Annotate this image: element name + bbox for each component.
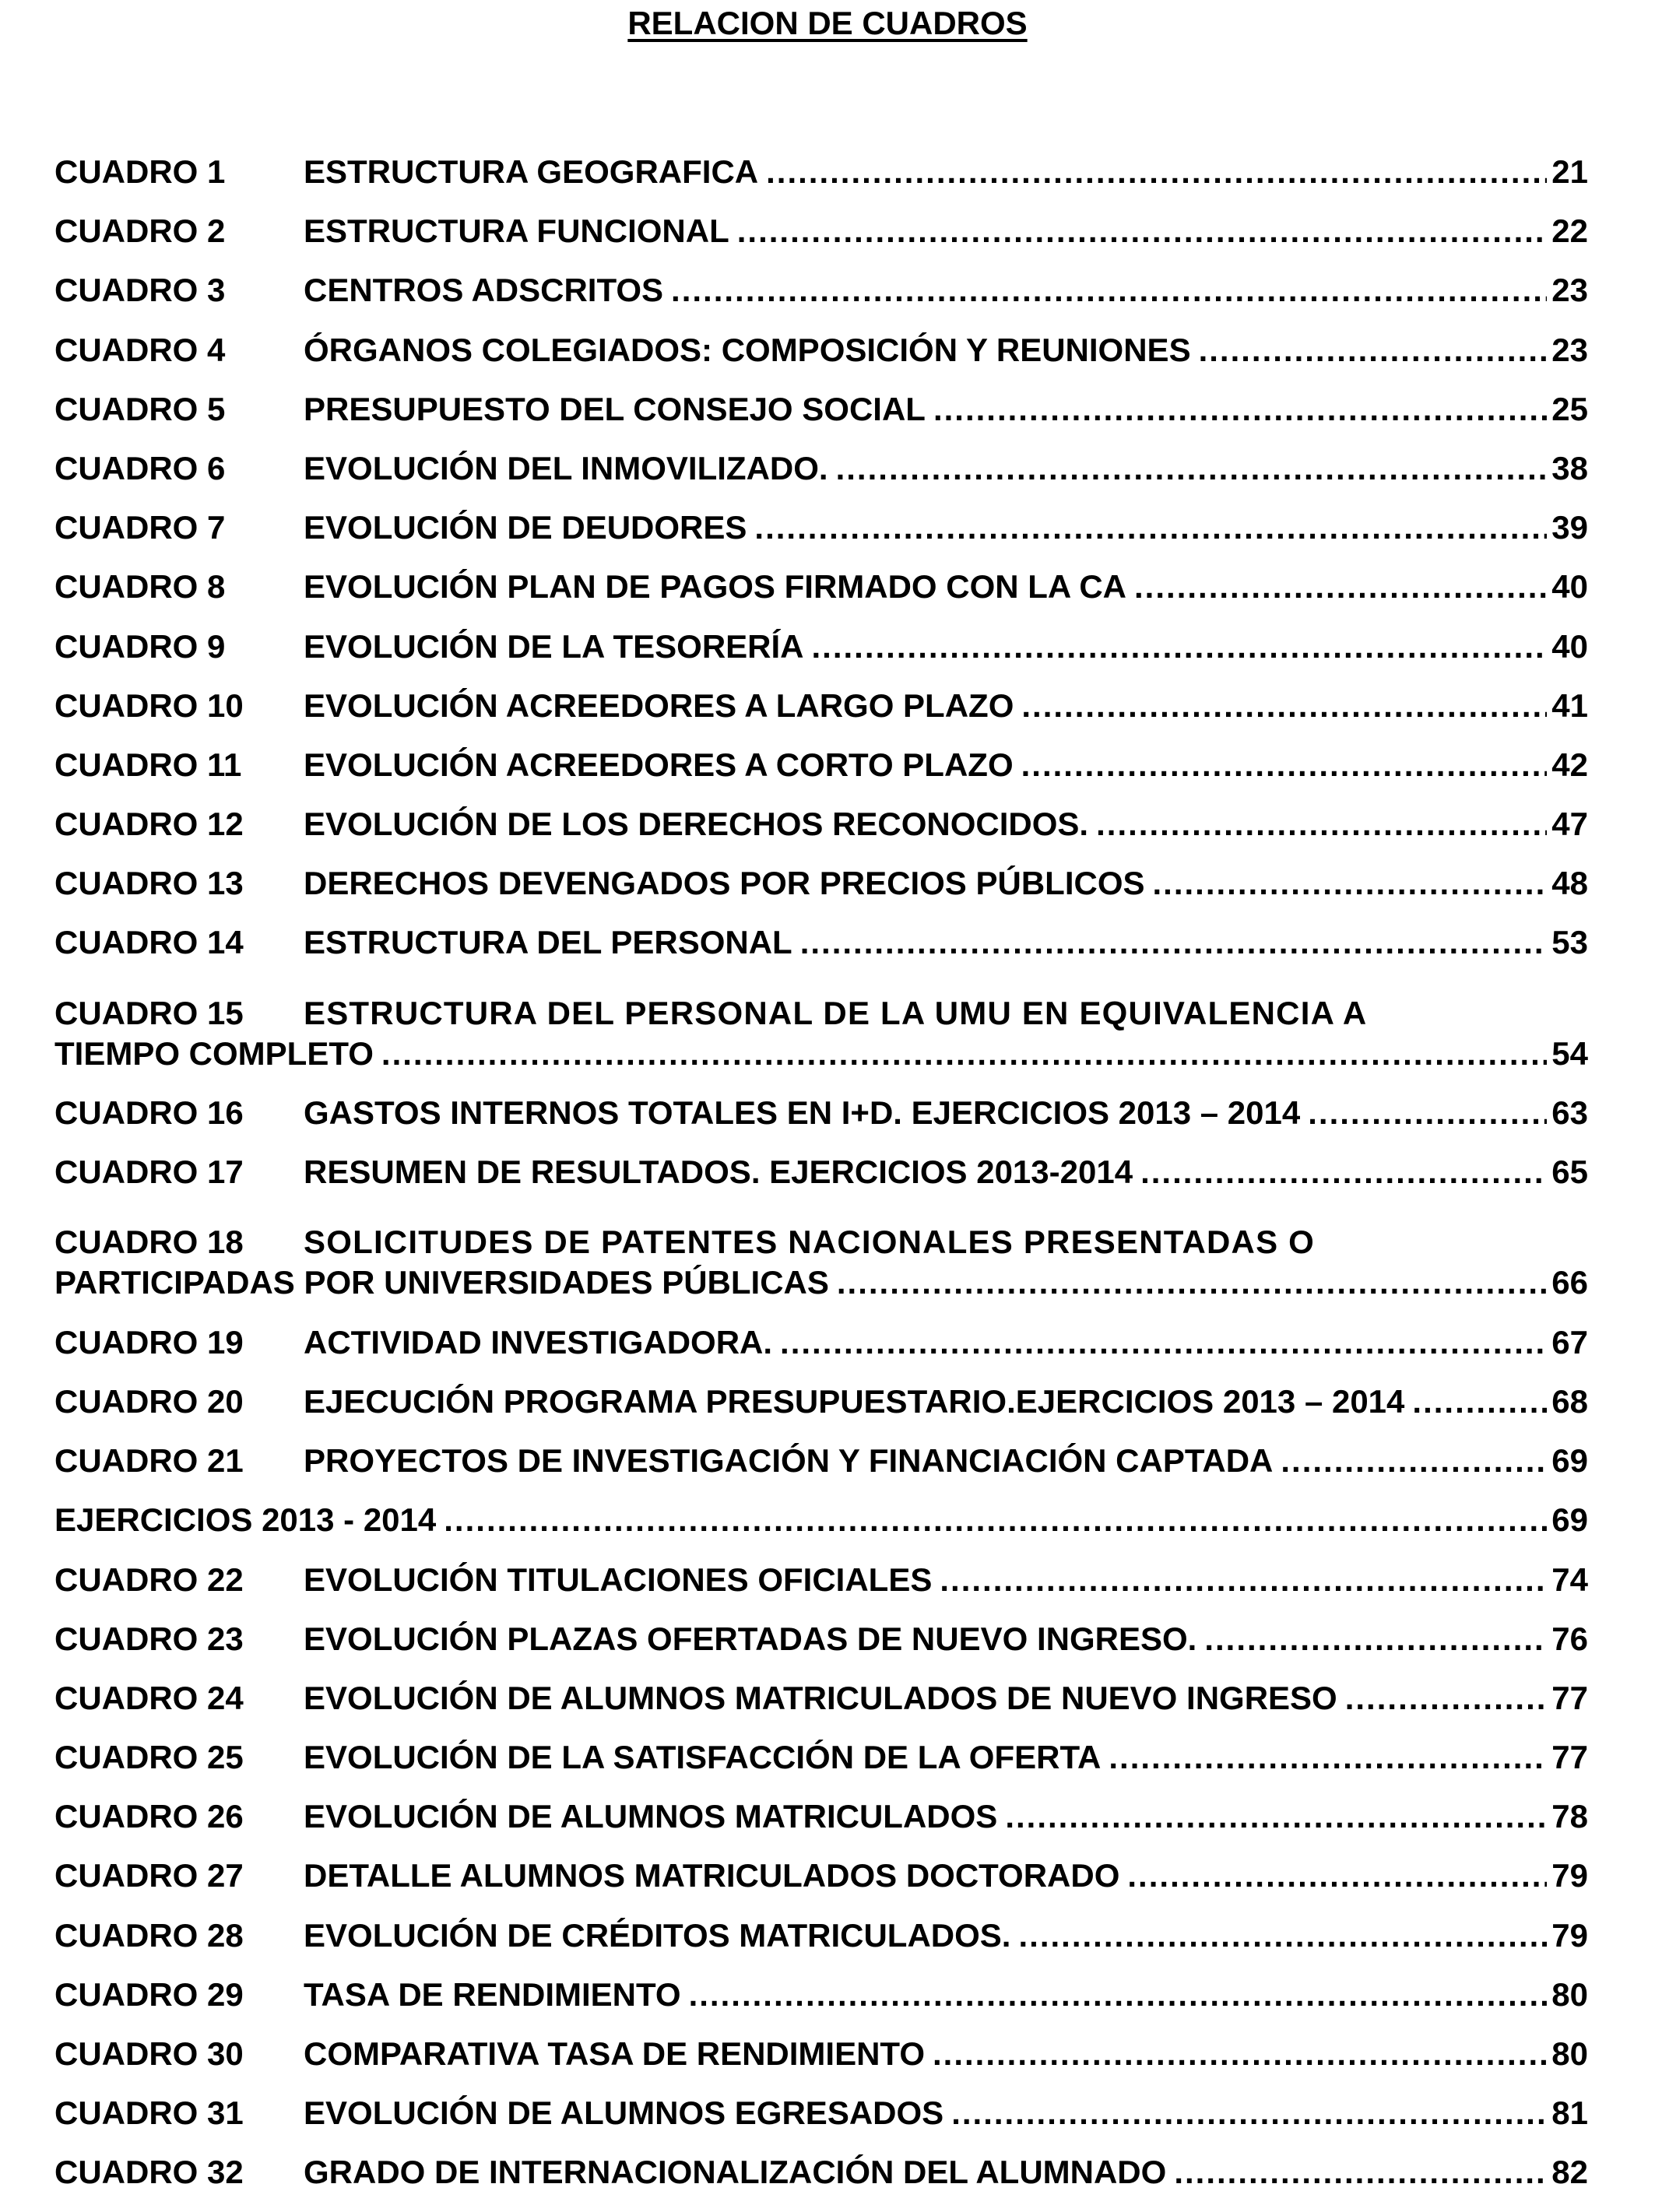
toc-entry[interactable] <box>54 686 1588 745</box>
toc-entry-title: EVOLUCIÓN DE ALUMNOS MATRICULADOS <box>304 1798 998 1835</box>
toc-entry-number: CUADRO 17 <box>54 1153 244 1191</box>
toc-entry[interactable] <box>54 1093 1588 1152</box>
toc-entry-number: CUADRO 29 <box>54 1975 244 2013</box>
toc-entry-page: 48 <box>1551 865 1588 902</box>
dot-leader <box>1021 686 1547 726</box>
toc-entry-page: 40 <box>1551 627 1588 665</box>
toc-entry-number: CUADRO 19 <box>54 1323 244 1361</box>
toc-entry-title: EVOLUCIÓN PLAN DE PAGOS FIRMADO CON LA CA <box>304 568 1127 606</box>
toc-entry-number: CUADRO 12 <box>54 806 244 843</box>
toc-entry-title: GRADO DE INTERNACIONALIZACIÓN DEL ALUMNADO <box>304 2154 1167 2191</box>
dot-leader <box>940 1560 1547 1600</box>
toc-entry-title: PRESUPUESTO DEL CONSEJO SOCIAL <box>304 390 926 427</box>
dot-leader <box>1096 804 1547 844</box>
toc-entry-page: 23 <box>1551 272 1588 309</box>
toc-entry-page: 63 <box>1551 1094 1588 1132</box>
toc-entry[interactable] <box>54 152 1588 211</box>
toc-entry-title: RESUMEN DE RESULTADOS. EJERCICIOS 2013-2014 <box>304 1153 1133 1191</box>
toc-entry-page: 76 <box>1551 1620 1588 1657</box>
toc-entry-title: EVOLUCIÓN DE CRÉDITOS MATRICULADOS. <box>304 1916 1011 1954</box>
toc-entry-number: CUADRO 10 <box>54 686 244 724</box>
toc-entry-number: CUADRO 11 <box>54 746 242 783</box>
toc-entry-title: TASA DE RENDIMIENTO <box>304 1975 681 2013</box>
toc-entry-page: 22 <box>1551 212 1588 250</box>
toc-entry-number: CUADRO 15 <box>54 994 244 1031</box>
toc-entry[interactable] <box>54 1441 1588 1500</box>
toc-entry-page: 39 <box>1551 509 1588 546</box>
toc-entry-number: CUADRO 18 <box>54 1224 244 1261</box>
toc-entry-title: DETALLE ALUMNOS MATRICULADOS DOCTORADO <box>304 1857 1120 1894</box>
toc-entry[interactable] <box>54 1500 1588 1559</box>
toc-entry[interactable] <box>54 1152 1588 1211</box>
toc-entry-number: CUADRO 22 <box>54 1561 244 1598</box>
toc-entry-title: EVOLUCIÓN ACREEDORES A LARGO PLAZO <box>304 686 1014 724</box>
toc-entry-title: CENTROS ADSCRITOS <box>304 272 664 309</box>
dot-leader <box>1021 745 1548 785</box>
toc-entry[interactable] <box>54 1382 1588 1441</box>
toc-entry-title: EJECUCIÓN PROGRAMA PRESUPUESTARIO.EJERCICIOS 2013 – 2014 <box>304 1382 1405 1420</box>
toc-entry-page: 69 <box>1551 1501 1588 1539</box>
toc-entry[interactable] <box>54 1211 1588 1322</box>
toc-entry-title: EVOLUCIÓN TITULACIONES OFICIALES <box>304 1561 933 1598</box>
toc-entry-page: 78 <box>1551 1798 1588 1835</box>
dot-leader <box>766 152 1547 192</box>
dot-leader <box>1153 863 1548 904</box>
dot-leader <box>1281 1441 1547 1481</box>
toc-entry-title: GASTOS INTERNOS TOTALES EN I+D. EJERCICIOS 2013 – 2014 <box>304 1094 1301 1132</box>
toc-entry-title: EVOLUCIÓN DE DEUDORES <box>304 509 747 546</box>
toc-entry-number: CUADRO 5 <box>54 390 226 427</box>
toc-entry-page: 21 <box>1551 153 1588 190</box>
toc-entry-page: 54 <box>1551 1034 1588 1072</box>
toc-entry-title: EVOLUCIÓN DE LA SATISFACCIÓN DE LA OFERTA <box>304 1739 1102 1776</box>
dot-leader <box>689 1975 1548 2015</box>
toc-entry-title: ESTRUCTURA GEOGRAFICA <box>304 153 759 190</box>
toc-entry-number: CUADRO 2 <box>54 212 226 250</box>
toc-entry-number: CUADRO 20 <box>54 1382 244 1420</box>
toc-entry-title: EVOLUCIÓN DEL INMOVILIZADO. <box>304 449 828 486</box>
toc-entry-page: 67 <box>1551 1323 1588 1361</box>
toc-entry-title: EJERCICIOS 2013 - 2014 <box>54 1501 437 1539</box>
toc-entry[interactable] <box>54 1796 1588 1856</box>
dot-leader <box>671 270 1547 311</box>
toc-entry[interactable] <box>54 270 1588 329</box>
dot-leader <box>1199 330 1548 370</box>
toc-entry-number: CUADRO 31 <box>54 2094 244 2132</box>
toc-entry[interactable] <box>54 1737 1588 1796</box>
toc-entry[interactable] <box>54 1975 1588 2034</box>
toc-entry-number: CUADRO 7 <box>54 509 226 546</box>
toc-entry-number: CUADRO 9 <box>54 627 226 665</box>
toc-entry[interactable] <box>54 1678 1588 1737</box>
dot-leader <box>1174 2152 1547 2193</box>
dot-leader <box>800 922 1548 963</box>
dot-leader <box>381 1034 1547 1074</box>
toc-entry[interactable] <box>54 922 1588 981</box>
toc-entry-page: 65 <box>1551 1153 1588 1191</box>
dot-leader <box>1345 1678 1548 1719</box>
toc-entry-title: ACTIVIDAD INVESTIGADORA. <box>304 1323 773 1361</box>
toc-entry-number: CUADRO 6 <box>54 449 226 486</box>
toc-entry-page: 25 <box>1551 390 1588 427</box>
toc-entry-number: CUADRO 21 <box>54 1442 244 1480</box>
toc-entry-page: 66 <box>1551 1264 1588 1301</box>
toc-entry-page: 23 <box>1551 331 1588 368</box>
dot-leader <box>1412 1382 1547 1422</box>
dot-leader <box>780 1322 1547 1363</box>
toc-entry-number: CUADRO 4 <box>54 331 226 368</box>
toc-entry-page: 41 <box>1551 686 1588 724</box>
toc-entry-number: CUADRO 30 <box>54 2035 244 2073</box>
toc-entry-number: CUADRO 28 <box>54 1916 244 1954</box>
toc-entry-number: CUADRO 26 <box>54 1798 244 1835</box>
toc-entry-title: ESTRUCTURA DEL PERSONAL <box>304 924 792 961</box>
toc-entry-title: PROYECTOS DE INVESTIGACIÓN Y FINANCIACIÓN CAPTADA <box>304 1442 1274 1480</box>
toc-entry-number: CUADRO 8 <box>54 568 226 606</box>
toc-entry[interactable] <box>54 330 1588 389</box>
toc-entry-title: COMPARATIVA TASA DE RENDIMIENTO <box>304 2035 925 2073</box>
dot-leader <box>1308 1093 1547 1133</box>
toc-entry-number: CUADRO 32 <box>54 2154 244 2191</box>
dot-leader <box>951 2093 1547 2133</box>
toc-entry-page: 77 <box>1551 1739 1588 1776</box>
dot-leader <box>1134 567 1547 607</box>
toc-entry-page: 80 <box>1551 2035 1588 2073</box>
dot-leader <box>836 448 1548 489</box>
table-of-contents <box>54 152 1588 2212</box>
toc-entry-page: 79 <box>1551 1916 1588 1954</box>
toc-entry-number: CUADRO 25 <box>54 1739 244 1776</box>
toc-entry[interactable] <box>54 1322 1588 1382</box>
dot-leader <box>837 1262 1547 1303</box>
toc-entry[interactable] <box>54 1619 1588 1678</box>
toc-entry-page: 38 <box>1551 449 1588 486</box>
toc-entry[interactable] <box>54 389 1588 448</box>
toc-entry-number: CUADRO 3 <box>54 272 226 309</box>
toc-entry-page: 79 <box>1551 1857 1588 1894</box>
toc-entry-title: EVOLUCIÓN DE ALUMNOS MATRICULADOS DE NUEVO INGRESO <box>304 1679 1337 1716</box>
toc-entry-number: CUADRO 24 <box>54 1679 244 1716</box>
dot-leader <box>1204 1619 1547 1659</box>
page-title: RELACION DE CUADROS <box>627 5 1028 41</box>
toc-entry[interactable] <box>54 567 1588 626</box>
toc-entry-title-continued: PARTICIPADAS POR UNIVERSIDADES PÚBLICAS <box>54 1264 829 1301</box>
toc-entry-page: 40 <box>1551 568 1588 606</box>
toc-entry-title: EVOLUCIÓN DE LOS DERECHOS RECONOCIDOS. <box>304 806 1089 843</box>
toc-entry-page: 42 <box>1551 746 1588 783</box>
dot-leader <box>754 507 1547 548</box>
toc-entry-page: 53 <box>1551 924 1588 961</box>
toc-entry-title: ESTRUCTURA FUNCIONAL <box>304 212 729 250</box>
dot-leader <box>1140 1152 1547 1192</box>
dot-leader <box>1109 1737 1547 1778</box>
toc-entry-title: SOLICITUDES DE PATENTES NACIONALES PRESENTADAS O <box>304 1224 1316 1261</box>
dot-leader <box>933 2034 1547 2074</box>
dot-leader <box>1127 1856 1547 1896</box>
toc-entry-title: EVOLUCIÓN PLAZAS OFERTADAS DE NUEVO INGRESO. <box>304 1620 1197 1657</box>
toc-entry-page: 68 <box>1551 1382 1588 1420</box>
toc-entry[interactable] <box>54 982 1588 1093</box>
dot-leader <box>933 389 1547 430</box>
toc-entry[interactable] <box>54 745 1588 804</box>
dot-leader <box>812 627 1548 667</box>
toc-entry-number: CUADRO 16 <box>54 1094 244 1132</box>
toc-entry-title: ESTRUCTURA DEL PERSONAL DE LA UMU EN EQUIVALENCIA A <box>304 994 1368 1031</box>
toc-entry[interactable] <box>54 448 1588 507</box>
toc-entry[interactable] <box>54 2093 1588 2152</box>
toc-entry-title: EVOLUCIÓN ACREEDORES A CORTO PLAZO <box>304 746 1014 783</box>
toc-entry-title-continued: TIEMPO COMPLETO <box>54 1034 374 1072</box>
toc-entry-number: CUADRO 27 <box>54 1857 244 1894</box>
toc-entry-page: 77 <box>1551 1679 1588 1716</box>
toc-entry[interactable] <box>54 1560 1588 1619</box>
toc-entry-number: CUADRO 13 <box>54 865 244 902</box>
toc-entry-number: CUADRO 1 <box>54 153 226 190</box>
toc-entry[interactable] <box>54 2034 1588 2093</box>
toc-entry[interactable] <box>54 804 1588 863</box>
toc-entry[interactable] <box>54 507 1588 567</box>
toc-entry[interactable] <box>54 1856 1588 1915</box>
toc-entry[interactable] <box>54 2152 1588 2211</box>
toc-entry-title: EVOLUCIÓN DE ALUMNOS EGRESADOS <box>304 2094 944 2132</box>
toc-entry-number: CUADRO 23 <box>54 1620 244 1657</box>
toc-entry-number: CUADRO 14 <box>54 924 244 961</box>
toc-entry-page: 80 <box>1551 1975 1588 2013</box>
toc-entry[interactable] <box>54 863 1588 922</box>
toc-entry-title: DERECHOS DEVENGADOS POR PRECIOS PÚBLICOS <box>304 865 1145 902</box>
toc-entry-title: EVOLUCIÓN DE LA TESORERÍA <box>304 627 804 665</box>
toc-entry[interactable] <box>54 627 1588 686</box>
dot-leader <box>737 211 1548 251</box>
dot-leader <box>444 1500 1547 1540</box>
dot-leader <box>1005 1796 1547 1837</box>
toc-entry-page: 47 <box>1551 806 1588 843</box>
toc-entry-page: 81 <box>1551 2094 1588 2132</box>
toc-entry-page: 69 <box>1551 1442 1588 1480</box>
toc-entry-page: 82 <box>1551 2154 1588 2191</box>
toc-entry[interactable] <box>54 211 1588 270</box>
toc-entry[interactable] <box>54 1915 1588 1975</box>
dot-leader <box>1018 1915 1547 1956</box>
toc-entry-page: 74 <box>1551 1561 1588 1598</box>
toc-entry-title: ÓRGANOS COLEGIADOS: COMPOSICIÓN Y REUNIONES <box>304 331 1191 368</box>
